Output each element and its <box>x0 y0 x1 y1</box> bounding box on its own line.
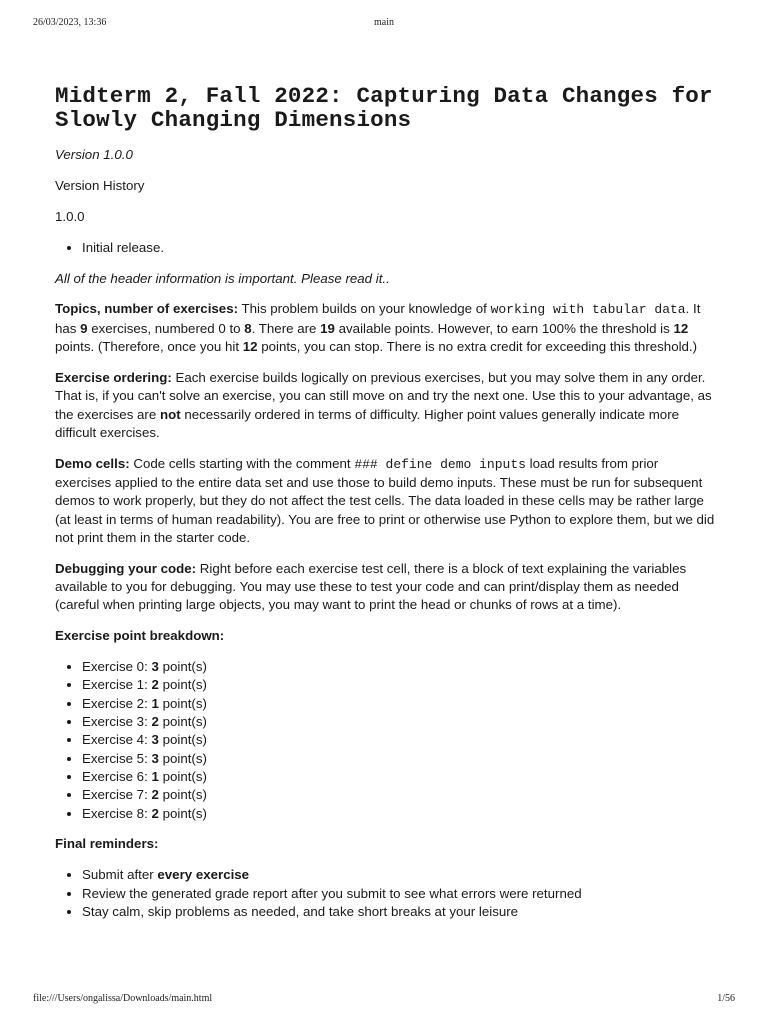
list-item <box>82 805 715 823</box>
text-span: . It has <box>55 301 701 336</box>
points-suffix: point(s) <box>158 768 207 784</box>
points-suffix: point(s) <box>158 787 207 803</box>
text-span: This problem builds on your knowledge of <box>238 301 491 317</box>
text-span: available points. However, to earn 100% the threshold is <box>334 320 674 336</box>
file-path: file:///Users/ongalissa/Downloads/main.html <box>33 993 213 1004</box>
exercise-label: Exercise 5: <box>82 750 152 766</box>
print-footer <box>33 993 735 1004</box>
exercise-points: 2 <box>151 787 159 803</box>
reminders-heading <box>55 835 715 853</box>
list-item <box>82 695 715 713</box>
exercise-points: 2 <box>151 677 159 693</box>
breakdown-label: Exercise point breakdown: <box>55 628 225 644</box>
ordering-paragraph <box>55 369 715 442</box>
page-number: 1/56 <box>717 993 735 1004</box>
list-item <box>82 731 715 749</box>
exercise-points: 2 <box>151 714 159 730</box>
notebook-content <box>55 84 715 934</box>
exercise-points: 3 <box>151 750 159 766</box>
points-suffix: point(s) <box>158 750 207 766</box>
threshold-points: 12 <box>673 320 689 336</box>
list-item <box>82 750 715 768</box>
list-item: • Stay calm, skip problems as needed, and take short breaks at your leisure <box>82 903 715 921</box>
list-item <box>82 866 715 884</box>
text-span: Code cells starting with the comment <box>129 455 355 471</box>
exercise-label: Exercise 7: <box>82 787 152 803</box>
points-suffix: point(s) <box>158 695 207 711</box>
text-span: exercises, numbered 0 to <box>87 320 245 336</box>
exercise-label: Exercise 1: <box>82 677 152 693</box>
text-span: Submit after <box>82 867 158 883</box>
list-item: • Initial release. <box>82 239 715 257</box>
reminders-list <box>55 866 715 921</box>
version-history-label: Version History <box>55 177 145 193</box>
exercise-label: Exercise 0: <box>82 659 152 675</box>
debugging-paragraph <box>55 560 715 615</box>
demo-label: Demo cells: <box>55 455 130 471</box>
inline-code: ### define demo inputs <box>354 456 526 472</box>
text-span: points. (Therefore, once you hit <box>55 339 243 355</box>
header-notice: All of the header information is important. Please read it.. <box>55 270 390 286</box>
points-suffix: point(s) <box>158 805 207 821</box>
version-label: Version 1.0.0 <box>55 147 133 162</box>
exercise-label: Exercise 4: <box>82 732 152 748</box>
version-notes-list <box>55 239 715 257</box>
exercise-label: Exercise 2: <box>82 695 152 711</box>
exercise-points: 3 <box>151 732 159 748</box>
version-number: 1.0.0 <box>55 208 85 224</box>
text-span: points, you can stop. There is no extra credit for exceeding this threshold.) <box>257 339 698 355</box>
list-item <box>82 713 715 731</box>
emphasis-every-exercise: every exercise <box>157 867 250 883</box>
list-item <box>82 658 715 676</box>
points-suffix: point(s) <box>158 714 207 730</box>
debugging-label: Debugging your code: <box>55 560 197 576</box>
exercise-label: Exercise 8: <box>82 805 152 821</box>
exercise-points: 1 <box>151 768 159 784</box>
last-exercise-number: 8 <box>244 320 252 336</box>
points-suffix: point(s) <box>158 659 207 675</box>
page-title: Midterm 2, Fall 2022: Capturing Data Changes for Slowly Changing Dimensions <box>55 83 713 133</box>
breakdown-list <box>55 658 715 823</box>
breakdown-heading <box>55 627 715 645</box>
exercise-label: Exercise 6: <box>82 768 152 784</box>
demo-paragraph <box>55 455 715 547</box>
exercise-label: Exercise 3: <box>82 714 152 730</box>
list-item <box>82 676 715 694</box>
print-header <box>33 17 735 28</box>
available-points: 19 <box>320 320 335 336</box>
text-span: . There are <box>251 320 321 336</box>
text-span: load results from prior exercises applied to the entire data set and use those to build demo inputs. These must be run for subsequent demos to work properly, but they do not affect the test cells. The data loaded in these cells may be rather large (at least in terms of human readability). You are free to print or otherwise use Python to explore them, but we did not print them in the starter code. <box>55 455 715 545</box>
topics-label: Topics, number of exercises: <box>55 301 239 317</box>
threshold-points: 12 <box>242 339 258 355</box>
points-suffix: point(s) <box>158 677 207 693</box>
inline-code: working with tabular data <box>490 302 686 318</box>
text-span: Right before each exercise test cell, there is a block of text explaining the variables available to you for debugging. You may use these to test your code and can print/display them as needed (careful when printing large objects, you may want to print the head or chunks of rows at a time). <box>55 560 687 613</box>
emphasis-not: not <box>159 406 181 422</box>
text-span: Each exercise builds logically on previous exercises, but you may solve them in any order. That is, if you can't solve an exercise, you can still move on and try the next one. Use this to your advantage, as the exercises are <box>55 369 712 422</box>
reminders-label: Final reminders: <box>55 836 159 852</box>
list-item: • Review the generated grade report after you submit to see what errors were returned <box>82 885 715 903</box>
topics-paragraph <box>55 300 715 356</box>
text-span: necessarily ordered in terms of difficulty. Higher point values generally indicate more difficult exercises. <box>55 406 680 440</box>
list-item <box>82 768 715 786</box>
print-datetime: 26/03/2023, 13:36 <box>33 17 107 28</box>
ordering-label: Exercise ordering: <box>55 369 172 385</box>
list-item <box>82 786 715 804</box>
points-suffix: point(s) <box>158 732 207 748</box>
exercise-points: 2 <box>151 805 159 821</box>
exercise-count: 9 <box>80 320 88 336</box>
exercise-points: 1 <box>151 695 159 711</box>
exercise-points: 3 <box>151 659 159 675</box>
print-page-title: main <box>374 17 394 28</box>
